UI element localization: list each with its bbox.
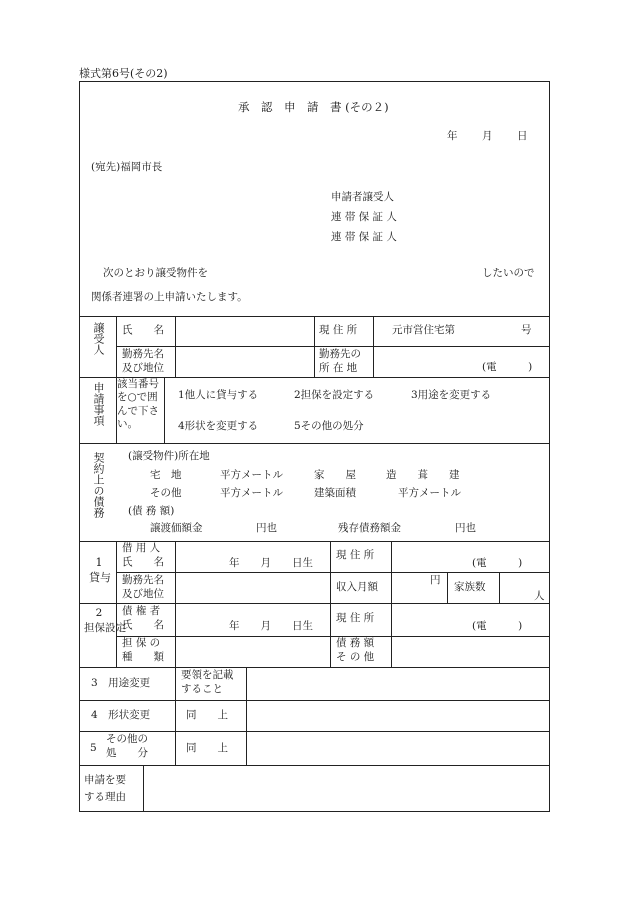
structure-label: 造 葺 建 [386,469,460,481]
date-month: 月 [482,130,493,142]
family-label: 家族数 [454,581,486,593]
other-disposal-label: その他の 処 分 [106,733,148,759]
birth-label: 年 月 日生 [229,557,313,569]
lease-header: 1 貸与 [89,556,111,585]
other-disposal-value: 同 上 [186,742,228,754]
row-divider [116,572,550,573]
sqm-unit: 平方メートル [398,487,461,499]
option-1: 1他人に貸与する [178,389,259,401]
current-address-label: 現 住 所 [336,549,375,561]
row-divider [79,700,550,701]
other-disposal-number: 5 [90,742,97,754]
yen-unit: 円也 [455,522,476,534]
option-4: 4形状を変更する [178,420,259,432]
col-divider [116,541,117,667]
phone-label: (電 ) [482,361,533,373]
col-divider [164,377,165,443]
use-change-value: 要領を記載 すること [181,669,234,695]
option-5: 5その他の処分 [294,420,364,432]
row-divider [79,731,550,732]
income-label: 収入月額 [336,581,378,593]
workplace-address-label: 勤務先の 所 在 地 [319,348,361,374]
other-label: その他 [150,487,182,499]
contract-header: 契約上の債務 [92,452,105,518]
debt-header: (債 務 額) [128,505,175,517]
debt-other-label: 債 務 額 そ の 他 [336,637,375,663]
col-divider [175,667,176,765]
intro-text: したいので [482,267,535,279]
intro-text: 関係者連署の上申請いたします。 [91,291,248,303]
row-divider [79,443,550,444]
applicant-line: 申請者譲受人 [331,191,394,203]
sqm-unit: 平方メートル [220,469,283,481]
creditor-label: 債 権 者 氏 名 [122,605,164,631]
workplace-label: 勤務先名 及び地位 [122,574,164,600]
application-instruction: 該当番号 を○で囲 んで下さ い。 [117,378,159,430]
person-unit: 人 [534,590,545,602]
transferee-header: 譲受人 [92,322,105,355]
borrower-label: 借 用 人 氏 名 [122,542,164,568]
applicant-line: 連 帯 保 証 人 [331,231,397,243]
option-2: 2担保を設定する [294,389,375,401]
shape-change-label: 4 形状変更 [91,709,151,721]
current-address-value: 元市営住宅第 [392,324,455,336]
col-divider [175,316,176,377]
form-frame [79,81,550,812]
form-title: 承 認 申 請 書 (その２) [238,100,389,114]
date-day: 日 [517,130,528,142]
option-3: 3用途を変更する [411,389,492,401]
row-divider [79,603,550,604]
birth-label: 年 月 日生 [229,620,313,632]
collateral-label: 担 保 の 種 類 [122,637,164,663]
row-divider [79,667,550,668]
reason-label: 申請を要 する理由 [84,774,126,803]
addressee: (宛先)福岡市長 [91,161,163,173]
col-divider [391,541,392,667]
col-divider [499,572,500,603]
phone-label: (電 ) [472,620,523,632]
row-divider [116,346,550,347]
mortgage-header: 2 担保設定 [84,607,126,634]
form-number: 様式第6号(その2) [79,67,168,80]
col-divider [246,667,247,765]
intro-text: 次のとおり譲受物件を [103,267,208,279]
row-divider [116,636,550,637]
number-suffix: 号 [521,324,532,336]
yen-unit: 円 [430,574,441,586]
applicant-line: 連 帯 保 証 人 [331,211,397,223]
shape-change-value: 同 上 [186,709,228,721]
transfer-price-label: 譲渡価額金 [150,522,203,534]
workplace-label: 勤務先名 及び地位 [122,348,164,374]
phone-label: (電 ) [472,557,523,569]
col-divider [314,316,315,377]
application-header: 申請事項 [92,382,105,426]
yen-unit: 円也 [256,522,277,534]
current-address-label: 現 住 所 [319,324,358,336]
name-label: 氏 名 [122,324,164,336]
col-divider [143,765,144,812]
date-year: 年 [447,130,458,142]
col-divider [447,572,448,603]
land-label: 宅 地 [150,469,182,481]
row-divider [79,765,550,766]
current-address-label: 現 住 所 [336,612,375,624]
use-change-label: 3 用途変更 [91,677,151,689]
house-label: 家 屋 [314,469,356,481]
property-location-label: (譲受物件)所在地 [128,450,210,462]
col-divider [373,316,374,377]
floor-area-label: 建築面積 [314,487,356,499]
col-divider [330,541,331,667]
sqm-unit: 平方メートル [220,487,283,499]
remaining-debt-label: 残存債務額金 [338,522,401,534]
col-divider [175,541,176,667]
